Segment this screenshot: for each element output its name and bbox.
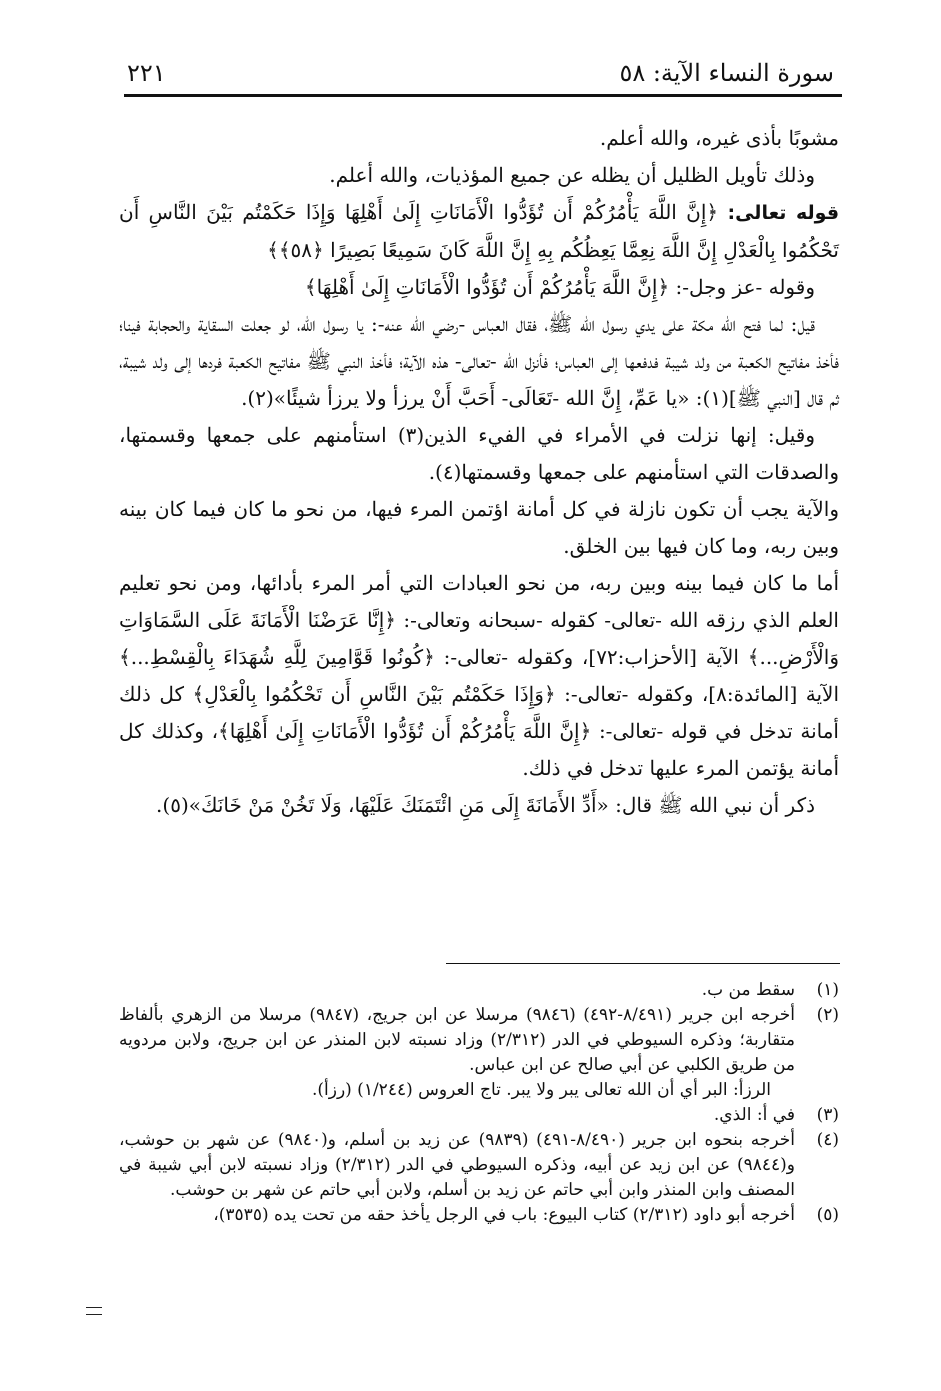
verse-heading-paragraph — [119, 194, 839, 269]
paragraph-7: والآية يجب أن تكون نازلة في كل أمانة اؤتمن المرء فيها، من نحو ما كان فيما كان بينه وبين ربه، وما كان فيها بين الخلق. — [119, 497, 839, 558]
footnote-text: أخرجه ابن جرير (٨/٤٩١-٤٩٢) (٩٨٤٦) مرسلا عن ابن جريج، (٩٨٤٧) مرسلا من الزهري بألفاظ متقاربة؛ وذكره السيوطي في الدر (٢/٣١٢) وزاد نسبته لابن المنذر عن ابن جريج، ولابن مردويه من طريق الكلبي عن أبي صالح عن ابن عباس. — [119, 1005, 796, 1075]
footnote-number: (٢) — [816, 1005, 839, 1025]
footnote-text: أخرجه بنحوه ابن جرير (٨/٤٩٠-٤٩١) (٩٨٣٩) عن زيد بن أسلم، و(٩٨٤٠) عن شهر بن حوشب، و(٩٨٤٤) عن ابن زيد عن أبيه، وذكره السيوطي في الدر (٢/٣١٢) وزاد نسبته لابن أبي شيبة في المصنف وابن المنذر وابن أبي حاتم عن زيد بن أسلم، ولابن أبي حاتم عن شهر بن حوشب. — [119, 1130, 796, 1200]
paragraph-2: وذلك تأويل الظليل أن يظله عن جميع المؤذيات، والله أعلم. — [329, 163, 815, 187]
footnote-number: (٣) — [816, 1105, 839, 1125]
footnote-item — [119, 1128, 839, 1203]
footnotes — [119, 978, 839, 1228]
footnote-item — [119, 1103, 839, 1128]
header-rule — [124, 94, 842, 97]
footnote-subnote: الرزأ: البر أي أن الله تعالى يبر ولا يبر. تاج العروس (١/٢٤٤) (رزأ). — [311, 1080, 771, 1100]
paragraph-5: قيل: لما فتح الله مكة على يدي رسول الله ﷺ، فقال العباس -رضي الله عنه-: يا رسول الله، لو جعلت السقاية والحجابة فينا؛ فأخذ مفاتيح الكعبة من ولد شيبة فدفعها إلى العباس؛ فأنزل الله -تعالى- هذه الآية؛ فأخذ النبي ﷺ مفاتيح الكعبة فردها إلى ولد شيبة، ثم قال [النبي ﷺ](١): «يا عَمِّ، إِنَّ الله -تَعَالَى- أَحَبَّ أَنْ يرزأ ولا يرزأ شيئًا»(٢). — [119, 312, 839, 410]
footnote-item — [119, 1203, 839, 1228]
footnote-separator — [446, 963, 840, 964]
paragraph-9: ذكر أن نبي الله ﷺ قال: «أَدِّ الأَمَانَةَ إِلَى مَنِ ائْتَمَنَكَ عَلَيْهَا، وَلَا تَخُنْ مَنْ خَانَكَ»(٥). — [156, 793, 815, 817]
running-header-title: سورة النساء الآية: ٥٨ — [619, 59, 834, 87]
continuation-mark — [86, 1307, 102, 1315]
footnote-item — [119, 1003, 839, 1078]
main-text — [119, 120, 839, 824]
verse-text: ﴿إِنَّ اللَّهَ يَأْمُرُكُمْ أَن تُؤَدُّوا الْأَمَانَاتِ إِلَىٰ أَهْلِهَا وَإِذَا حَكَمْتُم بَيْنَ النَّاسِ أَن تَحْكُمُوا بِالْعَدْلِ إِنَّ اللَّهَ نِعِمَّا يَعِظُكُم بِهِ إِنَّ اللَّهَ كَانَ سَمِيعًا بَصِيرًا ﴿٥٨﴾﴾ — [119, 200, 839, 262]
paragraph-1: مشوبًا بأذى غيره، والله أعلم. — [599, 126, 839, 150]
footnote-number: (١) — [816, 980, 839, 1000]
paragraph-6: وقيل: إنها نزلت في الأمراء في الفيء الذين(٣) استأمنهم على جمعها وقسمتها، والصدقات التي استأمنهم على جمعها وقسمتها(٤). — [119, 423, 839, 484]
footnote-number: (٥) — [816, 1205, 839, 1225]
page-number: ٢٢١ — [127, 59, 166, 87]
footnote-item — [119, 978, 839, 1003]
paragraph-4: وقوله -عز وجل-: ﴿إِنَّ اللَّهَ يَأْمُرُكُمْ أَن تُؤَدُّوا الْأَمَانَاتِ إِلَىٰ أَهْلِهَا﴾ — [304, 275, 815, 299]
footnote-text: سقط من ب. — [701, 980, 795, 1000]
footnote-text: أخرجه أبو داود (٢/٣١٢) كتاب البيوع: باب في الرجل يأخذ حقه من تحت يده (٣٥٣٥)، — [213, 1205, 795, 1225]
footnote-text: في أ: الذي. — [713, 1105, 795, 1125]
verse-lead-label: قوله تعالى: — [727, 202, 840, 224]
paragraph-8: أما ما كان فيما بينه وبين ربه، من نحو العبادات التي أمر المرء بأدائها، ومن نحو تعليم العلم الذي رزقه الله -تعالى- كقوله -سبحانه وتعالى-: ﴿إِنَّا عَرَضْنَا الْأَمَانَةَ عَلَى السَّمَاوَاتِ وَالْأَرْضِ...﴾ الآية [الأحزاب:٧٢]، وكقوله -تعالى-: ﴿كُونُوا قَوَّامِينَ لِلَّهِ شُهَدَاءَ بِالْقِسْطِ...﴾ الآية [المائدة:٨]، وكقوله -تعالى-: ﴿وَإِذَا حَكَمْتُم بَيْنَ النَّاسِ أَن تَحْكُمُوا بِالْعَدْلِ﴾ كل ذلك أمانة تدخل في قوله -تعالى-: ﴿إِنَّ اللَّهَ يَأْمُرُكُمْ أَن تُؤَدُّوا الْأَمَانَاتِ إِلَىٰ أَهْلِهَا﴾، وكذلك كل أمانة يؤتمن المرء عليها تدخل في ذلك. — [119, 571, 839, 780]
footnote-number: (٤) — [816, 1130, 839, 1150]
